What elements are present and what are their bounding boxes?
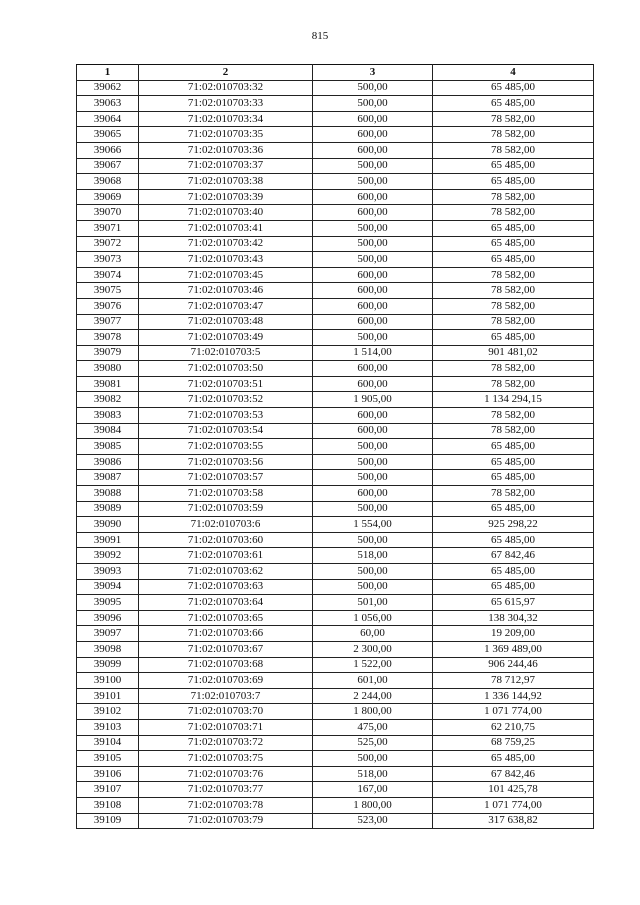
value-cell: 68 759,25 xyxy=(433,735,594,751)
value-cell: 78 582,00 xyxy=(433,127,594,143)
table-row xyxy=(77,486,594,502)
row-number-cell: 39085 xyxy=(77,439,139,455)
cadastral-number-cell: 71:02:010703:65 xyxy=(139,610,313,626)
table-row xyxy=(77,782,594,798)
cadastral-number-cell: 71:02:010703:76 xyxy=(139,766,313,782)
table-row xyxy=(77,189,594,205)
table-row xyxy=(77,298,594,314)
area-cell: 60,00 xyxy=(313,626,433,642)
value-cell: 78 712,97 xyxy=(433,673,594,689)
value-cell: 19 209,00 xyxy=(433,626,594,642)
table-row xyxy=(77,423,594,439)
cadastral-number-cell: 71:02:010703:53 xyxy=(139,408,313,424)
row-number-cell: 39093 xyxy=(77,564,139,580)
table-body xyxy=(77,80,594,829)
table-row xyxy=(77,688,594,704)
area-cell: 500,00 xyxy=(313,96,433,112)
area-cell: 2 300,00 xyxy=(313,641,433,657)
area-cell: 523,00 xyxy=(313,813,433,829)
row-number-cell: 39096 xyxy=(77,610,139,626)
area-cell: 500,00 xyxy=(313,439,433,455)
area-cell: 600,00 xyxy=(313,127,433,143)
cadastral-number-cell: 71:02:010703:34 xyxy=(139,111,313,127)
table-row xyxy=(77,501,594,517)
area-cell: 600,00 xyxy=(313,142,433,158)
value-cell: 78 582,00 xyxy=(433,408,594,424)
cadastral-number-cell: 71:02:010703:51 xyxy=(139,376,313,392)
table-row xyxy=(77,314,594,330)
area-cell: 500,00 xyxy=(313,252,433,268)
area-cell: 500,00 xyxy=(313,174,433,190)
value-cell: 65 485,00 xyxy=(433,439,594,455)
column-header-1: 1 xyxy=(77,65,139,81)
area-cell: 1 056,00 xyxy=(313,610,433,626)
cadastral-number-cell: 71:02:010703:45 xyxy=(139,267,313,283)
value-cell: 78 582,00 xyxy=(433,267,594,283)
value-cell: 78 582,00 xyxy=(433,361,594,377)
area-cell: 500,00 xyxy=(313,501,433,517)
cadastral-number-cell: 71:02:010703:42 xyxy=(139,236,313,252)
area-cell: 600,00 xyxy=(313,205,433,221)
cadastral-number-cell: 71:02:010703:63 xyxy=(139,579,313,595)
area-cell: 500,00 xyxy=(313,532,433,548)
column-header-4: 4 xyxy=(433,65,594,81)
row-number-cell: 39064 xyxy=(77,111,139,127)
value-cell: 65 485,00 xyxy=(433,174,594,190)
cadastral-number-cell: 71:02:010703:71 xyxy=(139,719,313,735)
row-number-cell: 39091 xyxy=(77,532,139,548)
area-cell: 1 905,00 xyxy=(313,392,433,408)
area-cell: 600,00 xyxy=(313,361,433,377)
area-cell: 600,00 xyxy=(313,376,433,392)
table-row xyxy=(77,111,594,127)
row-number-cell: 39099 xyxy=(77,657,139,673)
cadastral-number-cell: 71:02:010703:6 xyxy=(139,517,313,533)
column-header-2: 2 xyxy=(139,65,313,81)
value-cell: 65 485,00 xyxy=(433,751,594,767)
row-number-cell: 39094 xyxy=(77,579,139,595)
row-number-cell: 39082 xyxy=(77,392,139,408)
area-cell: 518,00 xyxy=(313,548,433,564)
cadastral-number-cell: 71:02:010703:66 xyxy=(139,626,313,642)
row-number-cell: 39072 xyxy=(77,236,139,252)
value-cell: 138 304,32 xyxy=(433,610,594,626)
value-cell: 78 582,00 xyxy=(433,111,594,127)
table-row xyxy=(77,719,594,735)
value-cell: 67 842,46 xyxy=(433,766,594,782)
cadastral-number-cell: 71:02:010703:35 xyxy=(139,127,313,143)
area-cell: 600,00 xyxy=(313,314,433,330)
value-cell: 65 485,00 xyxy=(433,96,594,112)
table-row xyxy=(77,673,594,689)
table-row xyxy=(77,392,594,408)
value-cell: 65 485,00 xyxy=(433,579,594,595)
cadastral-number-cell: 71:02:010703:47 xyxy=(139,298,313,314)
cadastral-number-cell: 71:02:010703:52 xyxy=(139,392,313,408)
value-cell: 65 485,00 xyxy=(433,158,594,174)
area-cell: 600,00 xyxy=(313,189,433,205)
row-number-cell: 39107 xyxy=(77,782,139,798)
value-cell: 62 210,75 xyxy=(433,719,594,735)
row-number-cell: 39095 xyxy=(77,595,139,611)
row-number-cell: 39103 xyxy=(77,719,139,735)
cadastral-number-cell: 71:02:010703:55 xyxy=(139,439,313,455)
row-number-cell: 39077 xyxy=(77,314,139,330)
row-number-cell: 39066 xyxy=(77,142,139,158)
row-number-cell: 39067 xyxy=(77,158,139,174)
area-cell: 500,00 xyxy=(313,470,433,486)
table-row xyxy=(77,813,594,829)
area-cell: 500,00 xyxy=(313,454,433,470)
table-row xyxy=(77,142,594,158)
row-number-cell: 39065 xyxy=(77,127,139,143)
value-cell: 65 485,00 xyxy=(433,236,594,252)
page-number: 815 xyxy=(311,30,329,42)
cadastral-number-cell: 71:02:010703:69 xyxy=(139,673,313,689)
area-cell: 500,00 xyxy=(313,564,433,580)
cadastral-number-cell: 71:02:010703:41 xyxy=(139,220,313,236)
value-cell: 78 582,00 xyxy=(433,142,594,158)
cadastral-number-cell: 71:02:010703:49 xyxy=(139,330,313,346)
cadastral-number-cell: 71:02:010703:5 xyxy=(139,345,313,361)
table-row xyxy=(77,626,594,642)
row-number-cell: 39078 xyxy=(77,330,139,346)
row-number-cell: 39086 xyxy=(77,454,139,470)
area-cell: 500,00 xyxy=(313,158,433,174)
row-number-cell: 39092 xyxy=(77,548,139,564)
table-row xyxy=(77,704,594,720)
cadastral-number-cell: 71:02:010703:40 xyxy=(139,205,313,221)
value-cell: 1 134 294,15 xyxy=(433,392,594,408)
value-cell: 78 582,00 xyxy=(433,376,594,392)
value-cell: 67 842,46 xyxy=(433,548,594,564)
table-row xyxy=(77,174,594,190)
value-cell: 65 485,00 xyxy=(433,532,594,548)
table-row xyxy=(77,595,594,611)
row-number-cell: 39083 xyxy=(77,408,139,424)
row-number-cell: 39079 xyxy=(77,345,139,361)
value-cell: 65 485,00 xyxy=(433,220,594,236)
value-cell: 1 369 489,00 xyxy=(433,641,594,657)
cadastral-number-cell: 71:02:010703:62 xyxy=(139,564,313,580)
value-cell: 78 582,00 xyxy=(433,283,594,299)
cadastral-number-cell: 71:02:010703:58 xyxy=(139,486,313,502)
row-number-cell: 39090 xyxy=(77,517,139,533)
table-row xyxy=(77,564,594,580)
table-row xyxy=(77,267,594,283)
cadastral-number-cell: 71:02:010703:77 xyxy=(139,782,313,798)
row-number-cell: 39105 xyxy=(77,751,139,767)
row-number-cell: 39108 xyxy=(77,797,139,813)
area-cell: 600,00 xyxy=(313,111,433,127)
value-cell: 65 485,00 xyxy=(433,470,594,486)
row-number-cell: 39081 xyxy=(77,376,139,392)
cadastral-number-cell: 71:02:010703:68 xyxy=(139,657,313,673)
row-number-cell: 39073 xyxy=(77,252,139,268)
value-cell: 78 582,00 xyxy=(433,298,594,314)
value-cell: 78 582,00 xyxy=(433,486,594,502)
row-number-cell: 39084 xyxy=(77,423,139,439)
cadastral-number-cell: 71:02:010703:59 xyxy=(139,501,313,517)
table-row xyxy=(77,470,594,486)
row-number-cell: 39088 xyxy=(77,486,139,502)
cadastral-number-cell: 71:02:010703:46 xyxy=(139,283,313,299)
row-number-cell: 39087 xyxy=(77,470,139,486)
cadastral-number-cell: 71:02:010703:60 xyxy=(139,532,313,548)
table-row xyxy=(77,345,594,361)
cadastral-number-cell: 71:02:010703:43 xyxy=(139,252,313,268)
table-row xyxy=(77,735,594,751)
table-row xyxy=(77,439,594,455)
table-row xyxy=(77,376,594,392)
table-row xyxy=(77,96,594,112)
cadastral-number-cell: 71:02:010703:78 xyxy=(139,797,313,813)
row-number-cell: 39070 xyxy=(77,205,139,221)
table-row xyxy=(77,454,594,470)
value-cell: 65 485,00 xyxy=(433,501,594,517)
cadastral-number-cell: 71:02:010703:72 xyxy=(139,735,313,751)
cadastral-number-cell: 71:02:010703:38 xyxy=(139,174,313,190)
area-cell: 1 522,00 xyxy=(313,657,433,673)
cadastral-number-cell: 71:02:010703:33 xyxy=(139,96,313,112)
row-number-cell: 39063 xyxy=(77,96,139,112)
table-row xyxy=(77,127,594,143)
area-cell: 501,00 xyxy=(313,595,433,611)
table-row xyxy=(77,330,594,346)
row-number-cell: 39075 xyxy=(77,283,139,299)
row-number-cell: 39097 xyxy=(77,626,139,642)
table-row xyxy=(77,579,594,595)
area-cell: 167,00 xyxy=(313,782,433,798)
value-cell: 317 638,82 xyxy=(433,813,594,829)
table-row xyxy=(77,158,594,174)
value-cell: 65 615,97 xyxy=(433,595,594,611)
row-number-cell: 39068 xyxy=(77,174,139,190)
area-cell: 475,00 xyxy=(313,719,433,735)
table-row xyxy=(77,283,594,299)
cadastral-number-cell: 71:02:010703:67 xyxy=(139,641,313,657)
value-cell: 1 336 144,92 xyxy=(433,688,594,704)
table-row xyxy=(77,205,594,221)
cadastral-number-cell: 71:02:010703:79 xyxy=(139,813,313,829)
row-number-cell: 39069 xyxy=(77,189,139,205)
value-cell: 65 485,00 xyxy=(433,564,594,580)
cadastral-number-cell: 71:02:010703:39 xyxy=(139,189,313,205)
table-row xyxy=(77,641,594,657)
value-cell: 78 582,00 xyxy=(433,205,594,221)
area-cell: 600,00 xyxy=(313,486,433,502)
value-cell: 65 485,00 xyxy=(433,80,594,96)
table-row xyxy=(77,610,594,626)
value-cell: 925 298,22 xyxy=(433,517,594,533)
row-number-cell: 39106 xyxy=(77,766,139,782)
cadastral-number-cell: 71:02:010703:48 xyxy=(139,314,313,330)
table-row xyxy=(77,220,594,236)
area-cell: 600,00 xyxy=(313,408,433,424)
cadastral-number-cell: 71:02:010703:36 xyxy=(139,142,313,158)
row-number-cell: 39080 xyxy=(77,361,139,377)
row-number-cell: 39071 xyxy=(77,220,139,236)
table-row xyxy=(77,532,594,548)
table-row xyxy=(77,766,594,782)
row-number-cell: 39074 xyxy=(77,267,139,283)
table-row xyxy=(77,657,594,673)
value-cell: 78 582,00 xyxy=(433,423,594,439)
value-cell: 65 485,00 xyxy=(433,330,594,346)
area-cell: 600,00 xyxy=(313,298,433,314)
value-cell: 1 071 774,00 xyxy=(433,704,594,720)
value-cell: 65 485,00 xyxy=(433,454,594,470)
area-cell: 600,00 xyxy=(313,283,433,299)
value-cell: 1 071 774,00 xyxy=(433,797,594,813)
cadastral-table xyxy=(76,64,594,829)
value-cell: 65 485,00 xyxy=(433,252,594,268)
area-cell: 601,00 xyxy=(313,673,433,689)
header-row xyxy=(77,65,594,81)
cadastral-number-cell: 71:02:010703:75 xyxy=(139,751,313,767)
value-cell: 101 425,78 xyxy=(433,782,594,798)
value-cell: 906 244,46 xyxy=(433,657,594,673)
cadastral-number-cell: 71:02:010703:7 xyxy=(139,688,313,704)
cadastral-number-cell: 71:02:010703:70 xyxy=(139,704,313,720)
cadastral-number-cell: 71:02:010703:37 xyxy=(139,158,313,174)
area-cell: 600,00 xyxy=(313,423,433,439)
row-number-cell: 39089 xyxy=(77,501,139,517)
value-cell: 78 582,00 xyxy=(433,314,594,330)
area-cell: 1 800,00 xyxy=(313,704,433,720)
row-number-cell: 39076 xyxy=(77,298,139,314)
area-cell: 518,00 xyxy=(313,766,433,782)
table-row xyxy=(77,517,594,533)
area-cell: 600,00 xyxy=(313,267,433,283)
table-row xyxy=(77,751,594,767)
row-number-cell: 39104 xyxy=(77,735,139,751)
area-cell: 500,00 xyxy=(313,579,433,595)
cadastral-number-cell: 71:02:010703:64 xyxy=(139,595,313,611)
table-row xyxy=(77,361,594,377)
cadastral-number-cell: 71:02:010703:50 xyxy=(139,361,313,377)
value-cell: 78 582,00 xyxy=(433,189,594,205)
table-row xyxy=(77,797,594,813)
row-number-cell: 39062 xyxy=(77,80,139,96)
cadastral-number-cell: 71:02:010703:54 xyxy=(139,423,313,439)
area-cell: 1 800,00 xyxy=(313,797,433,813)
row-number-cell: 39098 xyxy=(77,641,139,657)
cadastral-number-cell: 71:02:010703:32 xyxy=(139,80,313,96)
area-cell: 2 244,00 xyxy=(313,688,433,704)
row-number-cell: 39101 xyxy=(77,688,139,704)
row-number-cell: 39109 xyxy=(77,813,139,829)
area-cell: 1 554,00 xyxy=(313,517,433,533)
area-cell: 500,00 xyxy=(313,220,433,236)
table-row xyxy=(77,252,594,268)
row-number-cell: 39102 xyxy=(77,704,139,720)
row-number-cell: 39100 xyxy=(77,673,139,689)
cadastral-number-cell: 71:02:010703:56 xyxy=(139,454,313,470)
table-row xyxy=(77,548,594,564)
table-row xyxy=(77,408,594,424)
area-cell: 500,00 xyxy=(313,80,433,96)
area-cell: 525,00 xyxy=(313,735,433,751)
value-cell: 901 481,02 xyxy=(433,345,594,361)
cadastral-number-cell: 71:02:010703:61 xyxy=(139,548,313,564)
cadastral-number-cell: 71:02:010703:57 xyxy=(139,470,313,486)
column-header-3: 3 xyxy=(313,65,433,81)
table-row xyxy=(77,236,594,252)
area-cell: 500,00 xyxy=(313,236,433,252)
table-row xyxy=(77,80,594,96)
area-cell: 500,00 xyxy=(313,330,433,346)
area-cell: 1 514,00 xyxy=(313,345,433,361)
area-cell: 500,00 xyxy=(313,751,433,767)
